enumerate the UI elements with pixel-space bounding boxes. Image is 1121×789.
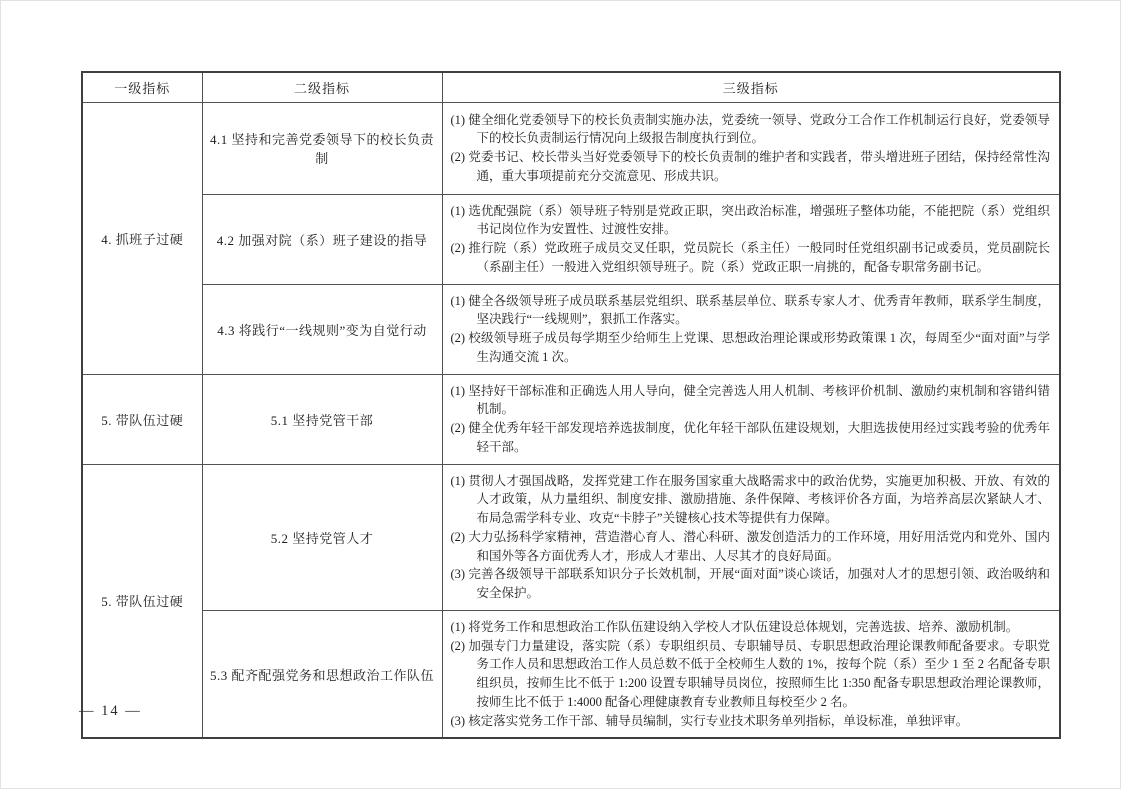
indicator-item: (1) 健全各级领导班子成员联系基层党组织、联系基层单位、联系专家人才、优秀青年教师，联系学生制度，坚决践行“一线规则”，狠抓工作落实。 (450, 293, 1050, 327)
level2-cell: 5.3 配齐配强党务和思想政治工作队伍 (202, 610, 442, 738)
level1-cell: 5. 带队伍过硬 (82, 464, 202, 738)
level3-cell (442, 610, 1060, 738)
level3-cell (442, 194, 1060, 284)
indicator-item: (2) 推行院（系）党政班子成员交叉任职，党员院长（系主任）一般同时任党组织副书记或委员，党员副院长（系副主任）一般进入党组织领导班子。院（系）党政正职一肩挑的，配备专职常务副书记。 (450, 241, 1050, 274)
indicator-item: (2) 健全优秀年轻干部发现培养选拔制度，优化年轻干部队伍建设规划，大胆选拔使用经过实践考验的优秀年轻干部。 (450, 421, 1050, 454)
level3-cell (442, 284, 1060, 374)
indicator-item: (2) 党委书记、校长带头当好党委领导下的校长负责制的维护者和实践者，带头增进班子团结，保持经常性沟通，重大事项提前充分交流意见、形成共识。 (450, 150, 1050, 183)
level3-cell (442, 102, 1060, 194)
indicator-item: (3) 核定落实党务工作干部、辅导员编制，实行专业技术职务单列指标，单设标准，单独评审。 (450, 713, 969, 728)
level2-cell: 5.2 坚持党管人才 (202, 464, 442, 610)
table-row (82, 194, 1060, 284)
indicator-table (81, 71, 1061, 739)
level2-cell: 4.1 坚持和完善党委领导下的校长负责制 (202, 102, 442, 194)
indicator-item: (1) 贯彻人才强国战略，发挥党建工作在服务国家重大战略需求中的政治优势，实施更加积极、开放、有效的人才政策，从力量组织、制度安排、激励措施、条件保障、考核评价各方面，为培养高层次紧缺人才、布局急需学科专业、攻克“卡脖子”关键核心技术等提供有力保障。 (450, 473, 1050, 525)
table-row (82, 284, 1060, 374)
level2-cell: 4.2 加强对院（系）班子建设的指导 (202, 194, 442, 284)
indicator-item: (1) 选优配强院（系）领导班子特别是党政正职，突出政治标准，增强班子整体功能，不能把院（系）党组织书记岗位作为安置性、过渡性安排。 (450, 203, 1050, 237)
indicator-item: (2) 大力弘扬科学家精神，营造潜心育人、潜心科研、激发创造活力的工作环境，用好用活党内和党外、国内和国外等各方面优秀人才，形成人才辈出、人尽其才的良好局面。 (450, 529, 1050, 563)
header-level1: 一级指标 (82, 72, 202, 102)
level2-cell: 5.1 坚持党管干部 (202, 374, 442, 464)
indicator-item: (1) 将党务工作和思想政治工作队伍建设纳入学校人才队伍建设总体规划，完善选拔、培养、激励机制。 (450, 619, 1019, 634)
indicator-item: (1) 健全细化党委领导下的校长负责制实施办法，党委统一领导、党政分工合作工作机制运行良好，党委领导下的校长负责制运行情况向上级报告制度执行到位。 (450, 112, 1050, 146)
level2-cell: 4.3 将践行“一线规则”变为自觉行动 (202, 284, 442, 374)
header-level2: 二级指标 (202, 72, 442, 102)
table-row (82, 610, 1060, 738)
table-row (82, 464, 1060, 610)
indicator-item: (1) 坚持好干部标准和正确选人用人导向，健全完善选人用人机制、考核评价机制、激励约束机制和容错纠错机制。 (450, 383, 1050, 417)
level1-cell: 5. 带队伍过硬 (82, 374, 202, 464)
header-level3: 三级指标 (442, 72, 1060, 102)
level3-cell (442, 374, 1060, 464)
indicator-item: (2) 校级领导班子成员每学期至少给师生上党课、思想政治理论课或形势政策课 1 次，每周至少“面对面”与学生沟通交流 1 次。 (450, 331, 1050, 364)
level1-cell: 4. 抓班子过硬 (82, 102, 202, 374)
indicator-item: (2) 加强专门力量建设，落实院（系）专职组织员、专职辅导员、专职思想政治理论课教师配备要求。专职党务工作人员和思想政治工作人员总数不低于全校师生人数的 1%，按每个院（系）至少 1 至 2 名配备专职组织员，按师生比不低于 1:200 设置专职辅导员岗位，按照师生比 1:350 配备专职思想政治理论课教师，按师生比不低于 1:4000 配备心理健康教育专业教师且每校至少 2 名。 (450, 638, 1050, 709)
level3-cell (442, 464, 1060, 610)
table-header-row (82, 72, 1060, 102)
indicator-item: (3) 完善各级领导干部联系知识分子长效机制，开展“面对面”谈心谈话，加强对人才的思想引领、政治吸纳和安全保护。 (450, 567, 1050, 600)
table-row (82, 374, 1060, 464)
table-row (82, 102, 1060, 194)
page-number: — 14 — (79, 703, 142, 719)
